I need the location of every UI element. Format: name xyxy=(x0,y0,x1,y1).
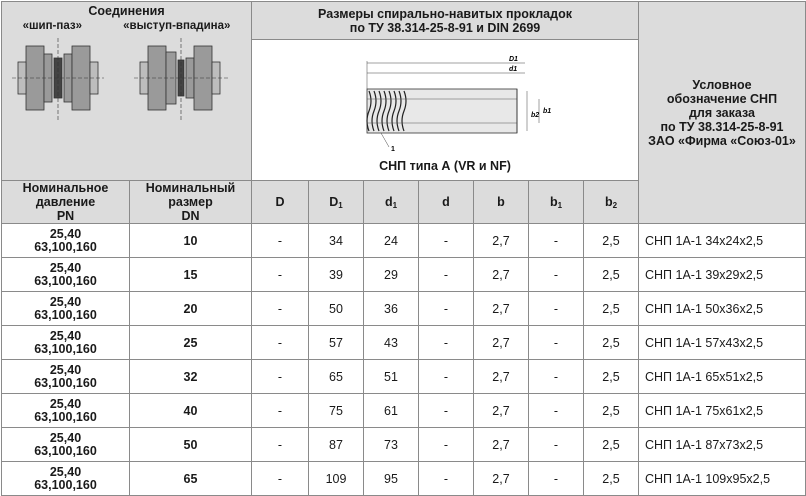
dim-label-b1: b1 xyxy=(543,108,552,115)
table-row xyxy=(2,292,806,326)
cell-b: 2,7 xyxy=(474,326,529,360)
spiral-wound-gasket-drawing xyxy=(255,47,635,157)
dn-cell: 32 xyxy=(130,360,252,394)
pn-cell xyxy=(2,258,130,292)
callout-label: 1 xyxy=(391,146,395,153)
dimensions-title-line-1: Размеры спирально-навитых прокладок xyxy=(318,6,572,21)
col-header-d: d xyxy=(419,181,474,224)
pn-value-line: 63,100,160 xyxy=(34,477,97,492)
table-row xyxy=(2,360,806,394)
cell-D1: 65 xyxy=(309,360,364,394)
cell-b: 2,7 xyxy=(474,292,529,326)
col-header-d1-sub: 1 xyxy=(392,200,398,210)
gasket-drawing-cell xyxy=(252,40,639,181)
dim-label-d1: d1 xyxy=(509,66,518,73)
dn-label-line: Номинальный xyxy=(145,181,236,195)
cell-D: - xyxy=(252,360,309,394)
col-header-b1-text: b xyxy=(549,194,558,209)
dn-label-line: размер xyxy=(168,195,213,209)
cell-b2: 2,5 xyxy=(584,462,639,496)
cell-b: 2,7 xyxy=(474,394,529,428)
cell-d: - xyxy=(419,360,474,394)
cell-d: - xyxy=(419,224,474,258)
cell-b1: - xyxy=(529,292,584,326)
col-header-b2 xyxy=(584,181,639,224)
designation-line: Условное xyxy=(692,77,752,92)
pn-cell xyxy=(2,292,130,326)
dim-label-D1: D1 xyxy=(509,56,518,63)
cell-d1: 43 xyxy=(364,326,419,360)
dimensions-header-cell xyxy=(252,2,639,40)
cell-D: - xyxy=(252,428,309,462)
pn-value-line: 63,100,160 xyxy=(34,409,97,424)
dn-cell: 50 xyxy=(130,428,252,462)
dim-label-b2: b2 xyxy=(531,112,540,119)
pn-value-line: 63,100,160 xyxy=(34,239,97,254)
pn-value-line: 63,100,160 xyxy=(34,273,97,288)
col-header-b1 xyxy=(529,181,584,224)
cell-b2: 2,5 xyxy=(584,292,639,326)
designation-line: для заказа xyxy=(688,105,755,120)
connections-header-cell xyxy=(2,2,252,181)
col-header-b2-text: b xyxy=(604,194,613,209)
pn-cell xyxy=(2,428,130,462)
pn-label-line: PN xyxy=(56,209,75,223)
cell-D: - xyxy=(252,394,309,428)
pn-value-line: 25,40 xyxy=(49,260,82,275)
connection-type-tongue-groove: «шип-паз» xyxy=(22,20,82,32)
connection-type-male-female: «выступ-впадина» xyxy=(123,20,231,32)
cell-b2: 2,5 xyxy=(584,224,639,258)
cell-D1: 34 xyxy=(309,224,364,258)
gasket-type-label: СНП типа А (VR и NF) xyxy=(379,159,511,173)
dn-cell: 10 xyxy=(130,224,252,258)
cell-d1: 95 xyxy=(364,462,419,496)
pn-value-line: 25,40 xyxy=(49,362,82,377)
dn-header-cell xyxy=(130,181,252,224)
designation-cell: СНП 1А-1 50х36х2,5 xyxy=(639,292,806,326)
table-row xyxy=(2,224,806,258)
cell-b1: - xyxy=(529,428,584,462)
cell-b1: - xyxy=(529,360,584,394)
gasket-spec-table xyxy=(1,1,806,496)
designation-cell: СНП 1А-1 65х51х2,5 xyxy=(639,360,806,394)
cell-D1: 75 xyxy=(309,394,364,428)
cell-d1: 36 xyxy=(364,292,419,326)
cell-d: - xyxy=(419,326,474,360)
col-header-d1 xyxy=(364,181,419,224)
designation-cell: СНП 1А-1 57х43х2,5 xyxy=(639,326,806,360)
col-header-b: b xyxy=(474,181,529,224)
designation-line: по ТУ 38.314-25-8-91 xyxy=(660,119,784,134)
col-header-b1-sub: 1 xyxy=(557,200,563,210)
cell-b1: - xyxy=(529,394,584,428)
cell-b1: - xyxy=(529,258,584,292)
dn-cell: 40 xyxy=(130,394,252,428)
col-header-b2-sub: 2 xyxy=(612,200,618,210)
pn-cell xyxy=(2,394,130,428)
cell-b: 2,7 xyxy=(474,462,529,496)
cell-b2: 2,5 xyxy=(584,428,639,462)
pn-value-line: 25,40 xyxy=(49,430,82,445)
pn-label-line: давление xyxy=(35,195,96,209)
cell-d: - xyxy=(419,462,474,496)
pn-value-line: 63,100,160 xyxy=(34,341,97,356)
dn-cell: 15 xyxy=(130,258,252,292)
cell-b2: 2,5 xyxy=(584,326,639,360)
cell-d1: 24 xyxy=(364,224,419,258)
cell-d1: 73 xyxy=(364,428,419,462)
pn-value-line: 25,40 xyxy=(49,464,82,479)
pn-value-line: 63,100,160 xyxy=(34,307,97,322)
cell-b1: - xyxy=(529,224,584,258)
col-header-D1-sub: 1 xyxy=(338,200,343,210)
table-row xyxy=(2,258,806,292)
cell-d1: 51 xyxy=(364,360,419,394)
pn-value-line: 25,40 xyxy=(49,328,82,343)
pn-header-cell xyxy=(2,181,130,224)
cell-D1: 50 xyxy=(309,292,364,326)
pn-cell xyxy=(2,462,130,496)
dimensions-title-line-2: по ТУ 38.314-25-8-91 и DIN 2699 xyxy=(349,20,541,35)
col-header-D1 xyxy=(309,181,364,224)
pn-cell xyxy=(2,326,130,360)
table-row xyxy=(2,326,806,360)
pn-value-line: 25,40 xyxy=(49,294,82,309)
pn-value-line: 63,100,160 xyxy=(34,375,97,390)
designation-cell: СНП 1А-1 87х73х2,5 xyxy=(639,428,806,462)
designation-cell: СНП 1А-1 109х95х2,5 xyxy=(639,462,806,496)
dn-label-line: DN xyxy=(181,209,200,223)
cell-b1: - xyxy=(529,326,584,360)
cell-d1: 61 xyxy=(364,394,419,428)
cell-b2: 2,5 xyxy=(584,360,639,394)
pn-value-line: 25,40 xyxy=(49,226,82,241)
pn-label-line: Номинальное xyxy=(22,181,109,195)
col-header-D1-text: D xyxy=(329,194,339,209)
dn-cell: 25 xyxy=(130,326,252,360)
pn-cell xyxy=(2,360,130,394)
cell-D1: 57 xyxy=(309,326,364,360)
cell-D: - xyxy=(252,258,309,292)
designation-cell: СНП 1А-1 34х24х2,5 xyxy=(639,224,806,258)
cell-D: - xyxy=(252,224,309,258)
cell-b: 2,7 xyxy=(474,428,529,462)
cell-d1: 29 xyxy=(364,258,419,292)
table-row xyxy=(2,394,806,428)
designation-line: обозначение СНП xyxy=(666,91,778,106)
cell-d: - xyxy=(419,428,474,462)
cell-b2: 2,5 xyxy=(584,394,639,428)
designation-cell: СНП 1А-1 39х29х2,5 xyxy=(639,258,806,292)
designation-header-cell xyxy=(639,2,806,224)
cell-b2: 2,5 xyxy=(584,258,639,292)
cell-b1: - xyxy=(529,462,584,496)
connections-subtitles xyxy=(2,20,251,32)
flange-connections-drawing xyxy=(2,32,250,128)
cell-D1: 87 xyxy=(309,428,364,462)
pn-cell xyxy=(2,224,130,258)
cell-b: 2,7 xyxy=(474,258,529,292)
connections-title: Соединения xyxy=(88,4,165,18)
col-header-D: D xyxy=(252,181,309,224)
cell-d: - xyxy=(419,292,474,326)
cell-D1: 109 xyxy=(309,462,364,496)
cell-D1: 39 xyxy=(309,258,364,292)
dn-cell: 65 xyxy=(130,462,252,496)
cell-b: 2,7 xyxy=(474,224,529,258)
dn-cell: 20 xyxy=(130,292,252,326)
cell-d: - xyxy=(419,258,474,292)
table-row xyxy=(2,428,806,462)
cell-d: - xyxy=(419,394,474,428)
col-header-d1-text: d xyxy=(384,194,393,209)
table-row xyxy=(2,462,806,496)
cell-D: - xyxy=(252,462,309,496)
pn-value-line: 25,40 xyxy=(49,396,82,411)
cell-D: - xyxy=(252,292,309,326)
designation-cell: СНП 1А-1 75х61х2,5 xyxy=(639,394,806,428)
cell-b: 2,7 xyxy=(474,360,529,394)
cell-D: - xyxy=(252,326,309,360)
pn-value-line: 63,100,160 xyxy=(34,443,97,458)
designation-line: ЗАО «Фирма «Союз-01» xyxy=(648,133,796,148)
